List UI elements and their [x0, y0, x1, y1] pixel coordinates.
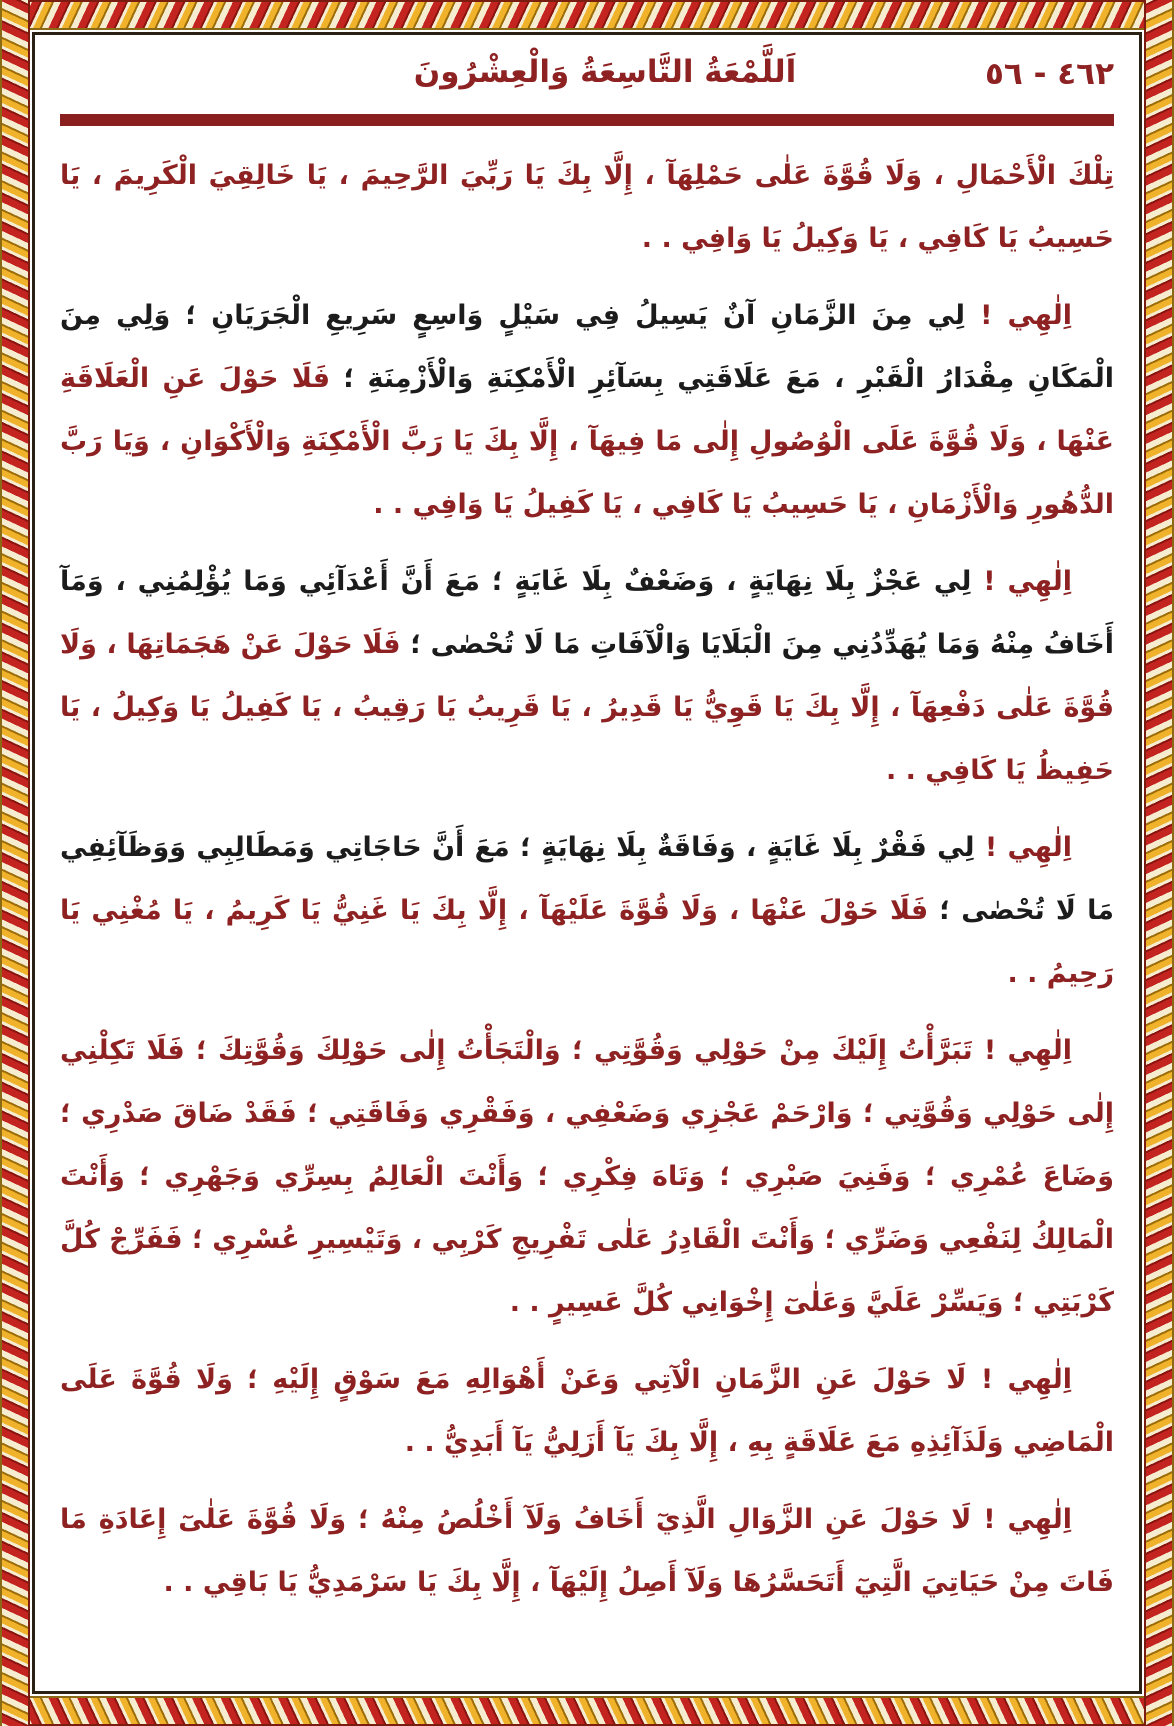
- paragraph: [60, 1488, 1114, 1614]
- border-ornament-left: [0, 0, 30, 1726]
- border-ornament-top: [0, 0, 1174, 30]
- page-content: [36, 36, 1138, 1690]
- text-run: فَلَا حَوْلَ عَنِ الْعَلَاقَةِ عَنْهَا ، وَلَا قُوَّةَ عَلَى الْوُصُولِ إِلٰى مَا فِيهَآ ، إِلَّا بِكَ يَا رَبَّ الْأَمْكِنَةِ وَالْأَكْوَانِ ، وَيَا رَبَّ الدُّهُورِ وَالْأَزْمَانِ ، يَا حَسِيبُ يَا كَافِي ، يَا كَفِيلُ يَا وَافِي . .: [60, 363, 1114, 520]
- text-run: اِلٰهِي !: [974, 832, 1072, 863]
- header-double-rule: [60, 114, 1114, 126]
- text-run: اِلٰهِي !: [971, 566, 1072, 597]
- paragraph: [60, 284, 1114, 536]
- text-run: اِلٰهِي ! لَا حَوْلَ عَنِ الزَّوَالِ الَّذِيٓ أَخَافُ وَلَآ أَخْلُصُ مِنْهُ ؛ وَلَا قُوَّةَ عَلٰىٓ إِعَادَةِ مَا فَاتَ مِنْ حَيَاتِيَ الَّتِيٓ أَتَحَسَّرُهَا وَلَآ أَصِلُ إِلَيْهَآ ، إِلَّا بِكَ يَا سَرْمَدِيُّ يَا بَاقِي . .: [60, 1504, 1114, 1598]
- text-run: فَلَا حَوْلَ عَنْهَا ، وَلَا قُوَّةَ عَلَيْهَآ ، إِلَّا بِكَ يَا غَنِيُّ يَا كَرِيمُ ، يَا مُغْنِي يَا رَحِيمُ . .: [60, 895, 1114, 989]
- paragraph: [60, 144, 1114, 270]
- text-run: فَلَا حَوْلَ عَنْ هَجَمَاتِهَا ، وَلَا قُوَّةَ عَلٰى دَفْعِهَآ ، إِلَّا بِكَ يَا قَوِيُّ يَا قَدِيرُ ، يَا قَرِيبُ يَا رَقِيبُ ، يَا كَفِيلُ يَا وَكِيلُ ، يَا حَفِيظُ يَا كَافِي . .: [60, 629, 1114, 786]
- paragraph: [60, 816, 1114, 1005]
- paragraph: [60, 1348, 1114, 1474]
- page-header: [60, 50, 1114, 102]
- text-run: اِلٰهِي ! تَبَرَّأْتُ إِلَيْكَ مِنْ حَوْلِي وَقُوَّتِي ؛ وَالْتَجَأْتُ إِلٰى حَوْلِكَ وَقُوَّتِكَ ؛ فَلَا تَكِلْنِي إِلٰى حَوْلِي وَقُوَّتِي ؛ وَارْحَمْ عَجْزِي وَضَعْفِي ، وَفَقْرِي وَفَاقَتِي ؛ فَقَدْ ضَاقَ صَدْرِي ؛ وَضَاعَ عُمْرِي ؛ وَفَنِيَ صَبْرِي ؛ وَتَاهَ فِكْرِي ؛ وَأَنْتَ الْعَالِمُ بِسِرِّي وَجَهْرِي ؛ وَأَنْتَ الْمَالِكُ لِنَفْعِي وَضَرِّي ؛ وَأَنْتَ الْقَادِرُ عَلٰى تَفْرِيجِ كَرْبِي ، وَتَيْسِيرِ عُسْرِي ؛ فَفَرِّجْ كُلَّ كَرْبَتِي ؛ وَيَسِّرْ عَلَيَّ وَعَلٰىٓ إِخْوَانِي كُلَّ عَسِيرٍ . .: [60, 1035, 1114, 1318]
- text-run: لِي عَجْزٌ بِلَا نِهَايَةٍ ، وَضَعْفٌ بِلَا غَايَةٍ ؛ مَعَ أَنَّ أَعْدَآئِي وَمَا يُؤْلِمُنِي ، وَمَآ أَخَافُ مِنْهُ وَمَا يُهَدِّدُنِي مِنَ الْبَلَايَا وَالْآفَاتِ مَا لَا تُحْصٰى ؛: [60, 566, 1114, 660]
- text-run: تِلْكَ الْأَحْمَالِ ، وَلَا قُوَّةَ عَلٰى حَمْلِهَآ ، إِلَّا بِكَ يَا رَبِّيَ الرَّحِيمَ ، يَا خَالِقِيَ الْكَرِيمَ ، يَا حَسِيبُ يَا كَافِي ، يَا وَكِيلُ يَا وَافِي . .: [60, 160, 1114, 254]
- text-run: اِلٰهِي !: [965, 300, 1072, 331]
- page-title: اَللَّمْعَةُ التَّاسِعَةُ وَالْعِشْرُونَ: [413, 54, 797, 90]
- page-number: ٤٦٢ - ٥٦: [984, 56, 1114, 92]
- paragraph: [60, 1019, 1114, 1334]
- text-body: [60, 144, 1114, 1614]
- text-run: لِي فَقْرٌ بِلَا غَايَةٍ ، وَفَاقَةٌ بِلَا نِهَايَةٍ ؛ مَعَ أَنَّ حَاجَاتِي وَمَطَالِبِي وَوَظَآئِفِي مَا لَا تُحْصٰى ؛: [60, 832, 1114, 926]
- text-run: اِلٰهِي ! لَا حَوْلَ عَنِ الزَّمَانِ الْآتِي وَعَنْ أَهْوَالِهِ مَعَ سَوْقٍ إِلَيْهِ ؛ وَلَا قُوَّةَ عَلَى الْمَاضِي وَلَذَآئِذِهِ مَعَ عَلَاقَةٍ بِهِ ، إِلَّا بِكَ يَآ أَزَلِيُّ يَآ أَبَدِيُّ . .: [60, 1364, 1114, 1458]
- border-ornament-bottom: [0, 1696, 1174, 1726]
- text-run: لِي مِنَ الزَّمَانِ آنٌ يَسِيلُ فِي سَيْلٍ وَاسِعٍ سَرِيعِ الْجَرَيَانِ ؛ وَلِي مِنَ الْمَكَانِ مِقْدَارُ الْقَبْرِ ، مَعَ عَلَاقَتِي بِسَآئِرِ الْأَمْكِنَةِ وَالْأَزْمِنَةِ ؛: [60, 300, 1114, 394]
- border-ornament-right: [1144, 0, 1174, 1726]
- paragraph: [60, 550, 1114, 802]
